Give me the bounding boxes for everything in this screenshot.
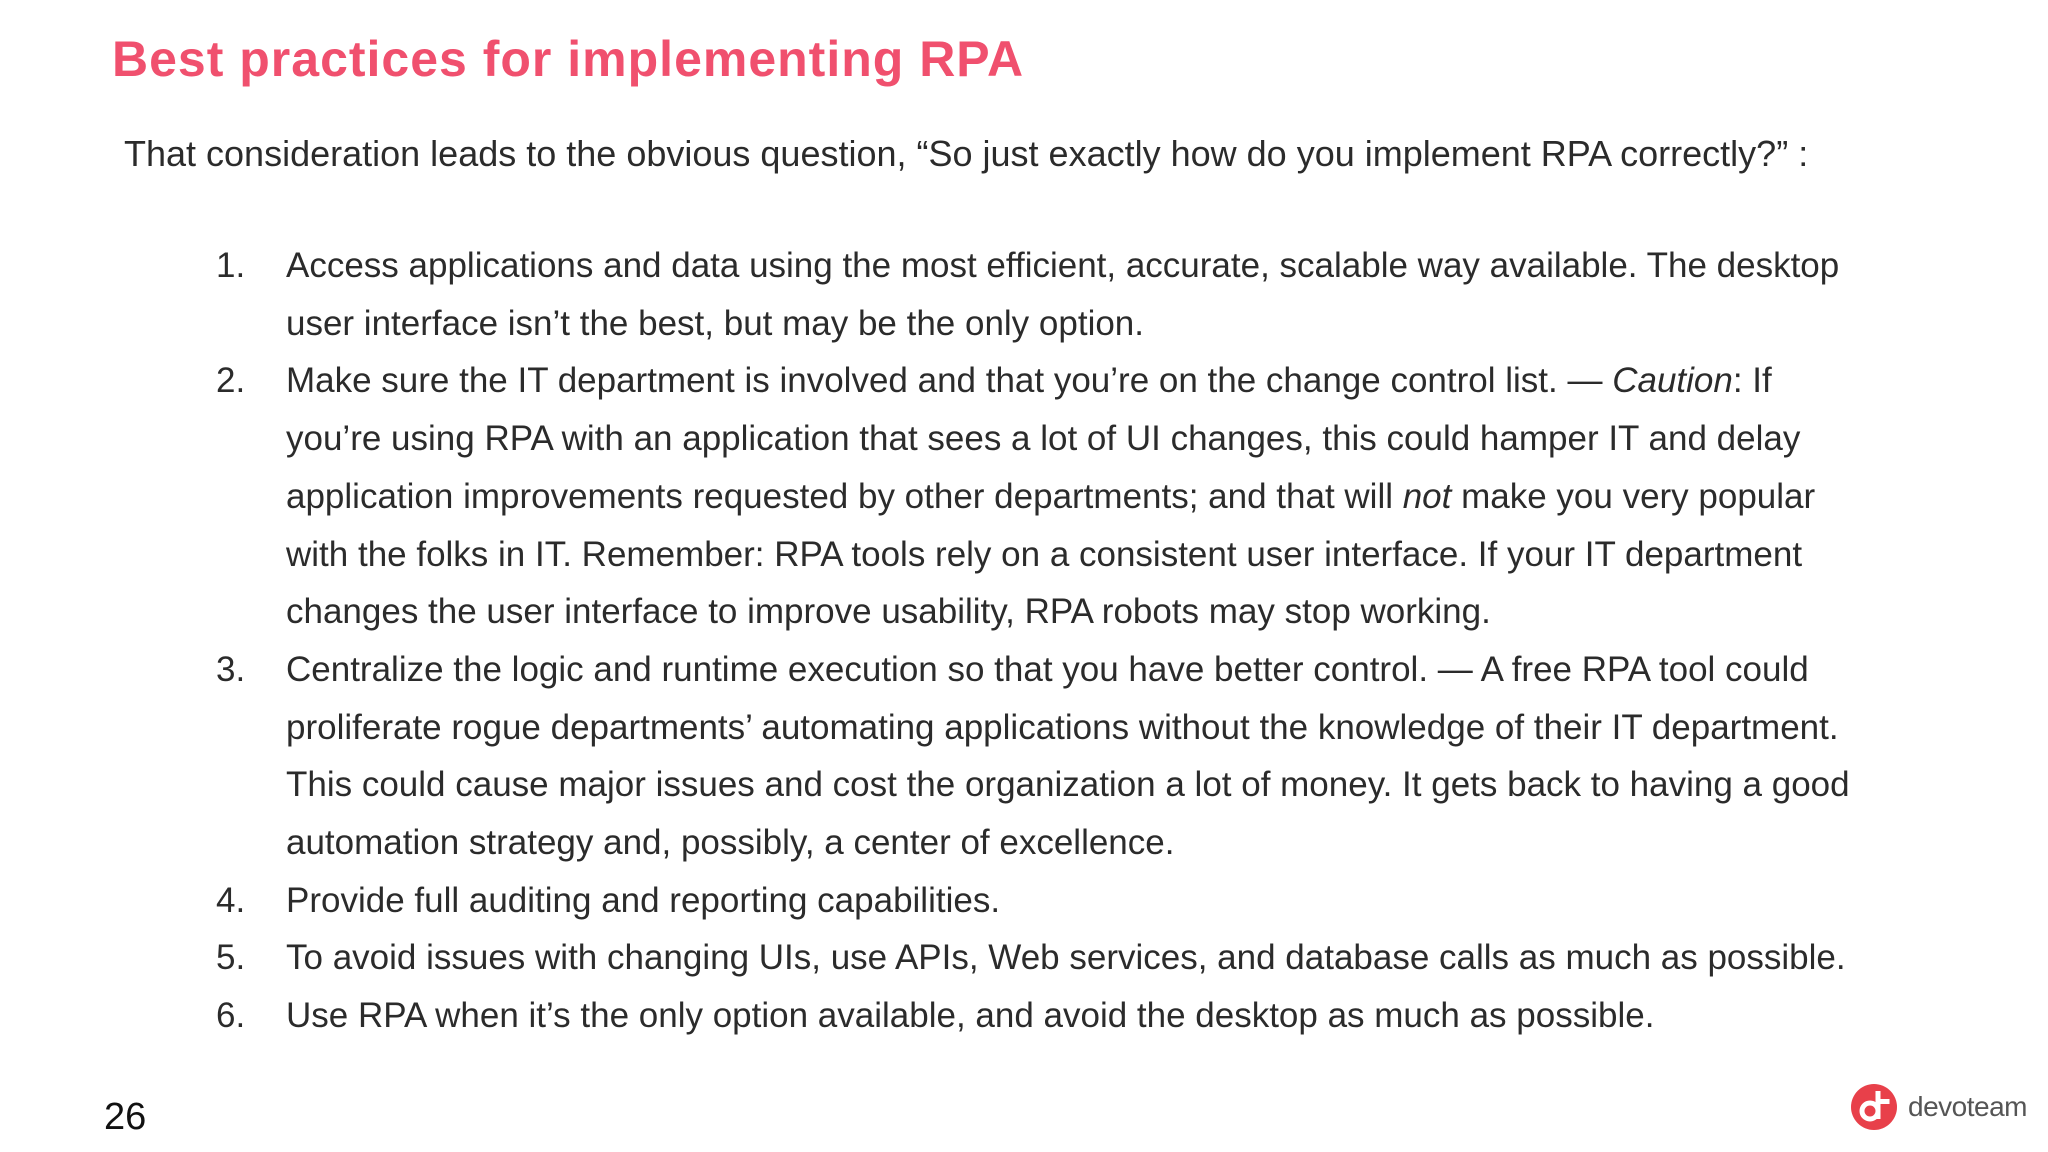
list-item-number: 1. [216, 246, 246, 285]
text-segment: Centralize the logic and runtime execution so that you have better control. — A free RPA tool could proliferate rogue departments’ automating applications without the knowledge of their IT department. This could cause major issues and cost the organization a lot of money. It gets back to having a good automation strategy and, possibly, a center of excellence. [286, 649, 1850, 863]
text-segment: Use RPA when it’s the only option available, and avoid the desktop as much as possible. [286, 996, 1655, 1036]
list-item-number: 3. [216, 649, 246, 689]
list-item [216, 352, 1876, 641]
text-segment: Provide full auditing and reporting capabilities. [286, 880, 1001, 920]
list-item-number: 4. [216, 880, 246, 920]
text-segment: Access applications and data using the most efficient, accurate, scalable way available. The desktop user interface isn’t the best, but may be the only option. [286, 246, 1840, 343]
text-segment: Make sure the IT department is involved and that you’re on the change control list. — [286, 361, 1613, 401]
list-item [216, 641, 1876, 872]
list-item-number: 5. [216, 938, 246, 978]
page-number: 26 [104, 1096, 147, 1138]
list-item [216, 872, 1876, 930]
intro-paragraph: That consideration leads to the obvious question, “So just exactly how do you implement RPA correctly?” : [124, 133, 1809, 174]
list-item-text [286, 361, 1815, 631]
list-item-text [286, 881, 1000, 920]
devoteam-logo-icon [1850, 1083, 1898, 1131]
list-item-text [286, 996, 1654, 1035]
list-item-text [286, 246, 1839, 343]
text-segment: make you very popular with the folks in IT. Remember: RPA tools rely on a consistent user interface. If your IT department changes the user interface to improve usability, RPA robots may stop working. [286, 476, 1816, 632]
list-item [216, 929, 1876, 987]
list-item [216, 237, 1876, 352]
slide-title: Best practices for implementing RPA [112, 31, 1025, 87]
list-item-text [286, 938, 1846, 977]
emphasis-text: Caution [1612, 361, 1733, 401]
list-item-number: 6. [216, 996, 246, 1036]
list-item-number: 2. [216, 361, 246, 401]
emphasis-text: not [1402, 476, 1452, 516]
best-practices-list [216, 237, 1876, 1045]
list-item [216, 987, 1876, 1045]
list-item-text [286, 650, 1850, 862]
devoteam-logo [1850, 1082, 2027, 1132]
text-segment: : If you’re using RPA with an application that sees a lot of UI changes, this could hamper IT and delay application improvements requested by other departments; and that will [286, 361, 1801, 516]
text-segment: To avoid issues with changing UIs, use APIs, Web services, and database calls as much as possible. [286, 938, 1846, 978]
logo-text: devoteam [1908, 1091, 2027, 1122]
